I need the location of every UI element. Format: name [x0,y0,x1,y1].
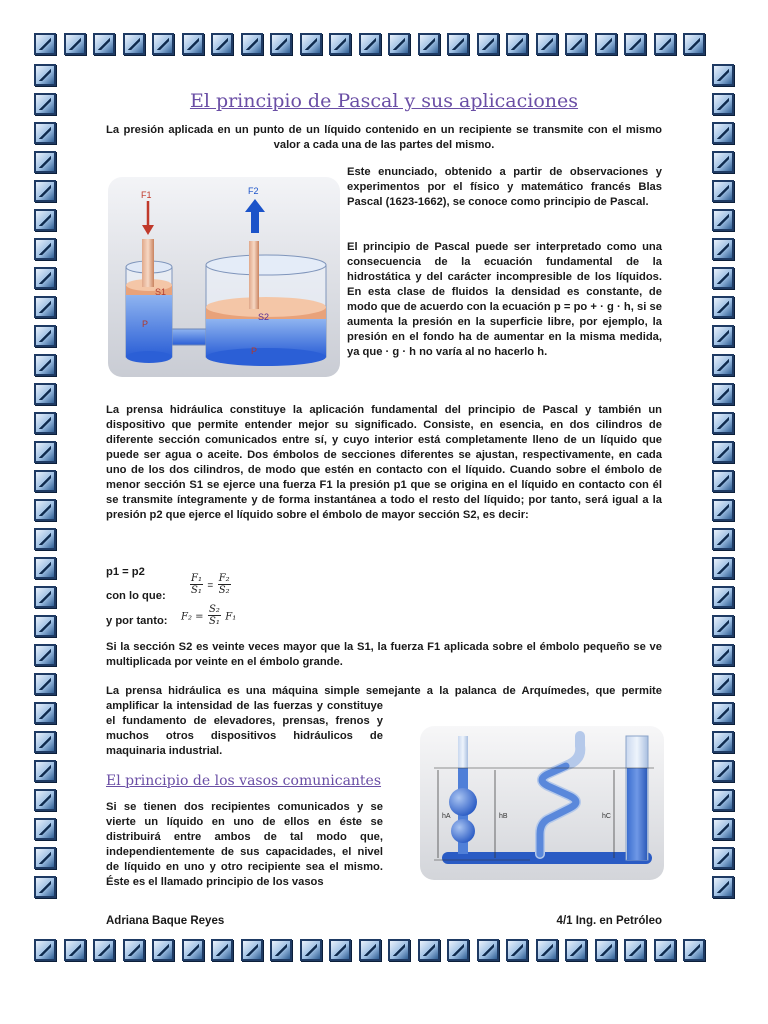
border-arrow-icon [34,122,56,144]
label-hc: hC [602,813,611,820]
border-arrow-icon [712,122,734,144]
border-arrow-icon [506,33,528,55]
footer-author: Adriana Baque Reyes [106,915,225,927]
border-arrow-icon [34,702,56,724]
small-piston-rod [142,239,154,287]
border-arrow-icon [595,939,617,961]
border-arrow-icon [34,441,56,463]
border-arrow-icon [34,151,56,173]
label-s1: S1 [155,287,167,297]
base-tube [442,852,652,864]
border-arrow-icon [712,876,734,898]
border-arrow-icon [418,939,440,961]
border-arrow-icon [712,64,734,86]
border-bottom [34,939,705,961]
vasos-paragraph: Si se tienen dos recipientes comunicados y se vierte un líquido en uno de ellos en éste se distribuirá entre ambos de tal modo que, independientemente de sus capacidades, el nivel de líquido en uno y otro recipiente sea el mismo. Éste es el llamado principio de los vasos [106,801,383,888]
border-arrow-icon [34,470,56,492]
border-arrow-icon [712,731,734,753]
border-arrow-icon [712,586,734,608]
border-arrow-icon [712,441,734,463]
border-right [712,64,734,898]
border-arrow-icon [712,180,734,202]
border-arrow-icon [712,557,734,579]
equation-f2-formula: F₂ = $\frac{\text{S₂}}{\text{S₁}} F_1$ [181,604,237,627]
border-arrow-icon [712,238,734,260]
border-arrow-icon [712,209,734,231]
border-arrow-icon [34,789,56,811]
equation-portanto-label: y por tanto: [106,615,168,627]
border-arrow-icon [359,33,381,55]
prensa-paragraph: La prensa hidráulica constituye la aplicación fundamental del principio de Pascal y también un dispositivo que permite entender mejor su significado. Consiste, en esencia, en dos cilindros de diferente sección comunicados entre sí, y cuyo interior está completamente lleno de un líquido que puede ser agua o aceite. Dos émbolos de secciones diferentes se ajustan, respectivamente, en cada uno de los dos cilindros, de modo que estén en contacto con el líquido. Cuando sobre el émbolo de menor sección S1 se ejerce una fuerza F1 la presión p1 que se origina en el líquido en contacto con él se transmite íntegramente y de forma instantánea a todo el resto del líquido; por tanto, será igual a la presión p2 que ejerce el líquido sobre el émbolo de mayor sección S2, es decir: [106,404,662,521]
border-arrow-icon [624,939,646,961]
border-arrow-icon [565,33,587,55]
equation-conlo-label: con lo que: [106,590,166,602]
border-arrow-icon [329,33,351,55]
border-arrow-icon [447,939,469,961]
border-arrow-icon [712,528,734,550]
border-arrow-icon [34,296,56,318]
border-arrow-icon [712,499,734,521]
border-arrow-icon [712,151,734,173]
border-arrow-icon [712,354,734,376]
border-arrow-icon [359,939,381,961]
border-arrow-icon [34,939,56,961]
label-p1: P [142,319,149,329]
border-arrow-icon [211,33,233,55]
border-arrow-icon [64,939,86,961]
border-arrow-icon [712,325,734,347]
border-arrow-icon [447,33,469,55]
border-arrow-icon [152,939,174,961]
border-arrow-icon [536,33,558,55]
border-top [34,33,705,55]
border-arrow-icon [182,939,204,961]
border-arrow-icon [712,296,734,318]
border-arrow-icon [34,383,56,405]
border-arrow-icon [565,939,587,961]
border-arrow-icon [595,33,617,55]
border-arrow-icon [536,939,558,961]
border-arrow-icon [654,33,676,55]
border-arrow-icon [712,383,734,405]
force-f2-arrow [251,211,259,233]
border-arrow-icon [93,33,115,55]
border-arrow-icon [683,939,705,961]
label-f1: F1 [141,190,152,200]
border-arrow-icon [712,412,734,434]
border-arrow-icon [388,33,410,55]
large-piston-rod [249,241,259,309]
border-arrow-icon [182,33,204,55]
border-arrow-icon [123,33,145,55]
border-arrow-icon [712,673,734,695]
border-arrow-icon [93,939,115,961]
border-arrow-icon [34,33,56,55]
border-arrow-icon [34,528,56,550]
border-arrow-icon [241,939,263,961]
label-f2: F2 [248,186,259,196]
border-arrow-icon [34,615,56,637]
label-hb: hB [499,813,508,820]
vessel-a-bulb-bottom [451,819,475,843]
border-arrow-icon [211,939,233,961]
border-arrow-icon [712,644,734,666]
border-arrow-icon [654,939,676,961]
border-arrow-icon [712,847,734,869]
border-arrow-icon [152,33,174,55]
border-arrow-icon [34,586,56,608]
border-arrow-icon [270,939,292,961]
label-ha: hA [442,813,451,820]
border-arrow-icon [712,615,734,637]
border-arrow-icon [712,702,734,724]
border-arrow-icon [418,33,440,55]
border-arrow-icon [34,818,56,840]
communicating-vessels-figure [420,726,664,880]
equation-p1-p2: p1 = p2 [106,566,145,578]
border-arrow-icon [34,238,56,260]
label-s2: S2 [258,312,270,322]
border-arrow-icon [712,789,734,811]
border-arrow-icon [477,33,499,55]
border-arrow-icon [34,557,56,579]
border-arrow-icon [300,939,322,961]
border-arrow-icon [506,939,528,961]
label-p2: P [251,346,258,356]
border-arrow-icon [34,209,56,231]
subtitle-vasos: El principio de los vasos comunicantes [106,773,382,789]
border-arrow-icon [270,33,292,55]
border-arrow-icon [34,64,56,86]
maquina-paragraph-line1: La prensa hidráulica es una máquina simple semejante a la palanca de Arquímedes, que permite [106,685,662,697]
border-arrow-icon [300,33,322,55]
footer-course: 4/1 Ing. en Petróleo [556,915,662,927]
border-arrow-icon [34,354,56,376]
border-arrow-icon [34,847,56,869]
vessel-a-bulb-top [449,788,477,816]
border-arrow-icon [712,818,734,840]
page-title: El principio de Pascal y sus aplicaciones [189,90,579,112]
border-arrow-icon [34,644,56,666]
intro-paragraph: La presión aplicada en un punto de un líquido contenido en un recipiente se transmite con el mismo valor a cada una de las partes del mismo. [106,124,662,151]
border-arrow-icon [64,33,86,55]
border-arrow-icon [477,939,499,961]
border-arrow-icon [712,760,734,782]
border-left [34,64,56,898]
border-arrow-icon [34,760,56,782]
interpretacion-paragraph: El principio de Pascal puede ser interpretado como una consecuencia de la ecuación fundamental de la hidrostática y del carácter incompresible de los líquidos. En esta clase de fluidos la densidad es constante, de modo que de acuerdo con la ecuación p = po + · g · h, si se aumenta la presión en la superficie libre, por ejemplo, la presión en el fondo ha de aumentar en la misma medida, ya que · g · h no varía al no hacerlo h. [347,241,662,358]
seccion-paragraph: Si la sección S2 es veinte veces mayor que la S1, la fuerza F1 aplicada sobre el émbolo pequeño se ve multiplicada por veinte en el émbolo grande. [106,641,662,668]
border-arrow-icon [712,267,734,289]
border-arrow-icon [34,412,56,434]
border-arrow-icon [34,325,56,347]
border-arrow-icon [34,499,56,521]
border-arrow-icon [34,876,56,898]
enunciado-paragraph: Este enunciado, obtenido a partir de observaciones y experimentos por el físico y matemático francés Blas Pascal (1623-1662), se conoce como principio de Pascal. [347,166,662,208]
border-arrow-icon [329,939,351,961]
border-arrow-icon [624,33,646,55]
equation-ratio: $\frac{\text{F₁}}{\text{S₁}}$ = $\frac{\text{F₂}}{\text{S₂}}$ [191,573,230,596]
border-arrow-icon [34,267,56,289]
border-arrow-icon [712,470,734,492]
hydraulic-press-figure [108,177,340,377]
border-arrow-icon [34,180,56,202]
border-arrow-icon [388,939,410,961]
border-arrow-icon [241,33,263,55]
border-arrow-icon [683,33,705,55]
small-cylinder-liquid [126,295,172,357]
maquina-paragraph-rest: amplificar la intensidad de las fuerzas y constituye el fundamento de elevadores, prensas, frenos y muchos otros dispositivos hidráulicos de maquinaria industrial. [106,700,383,757]
border-arrow-icon [34,731,56,753]
border-arrow-icon [123,939,145,961]
border-arrow-icon [34,673,56,695]
